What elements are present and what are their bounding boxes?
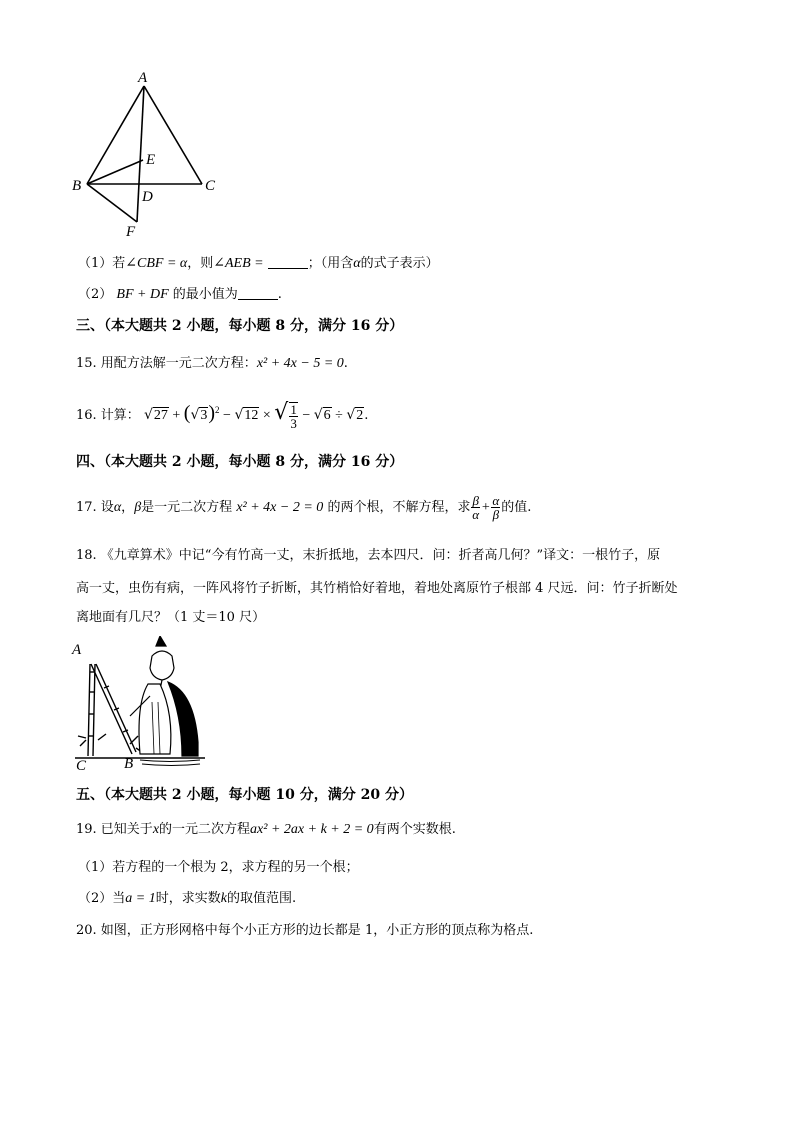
label-b: B bbox=[124, 756, 134, 772]
q15-end: . bbox=[343, 356, 348, 371]
q15-text: 15. 用配方法解一元二次方程： bbox=[76, 356, 257, 371]
q15 bbox=[76, 355, 348, 373]
q17-b: ， bbox=[121, 500, 135, 515]
q19-p2-k: k bbox=[220, 891, 227, 906]
q14-p1-math1: ∠CBF = α bbox=[125, 256, 188, 271]
q17-a: 17. 设 bbox=[76, 500, 114, 515]
q19-p2-eq: a = 1 bbox=[125, 891, 156, 906]
label-c: C bbox=[76, 758, 87, 774]
bamboo-illustration bbox=[70, 636, 210, 776]
q19 bbox=[76, 821, 456, 839]
label-a: A bbox=[138, 70, 148, 86]
answer-blank-2[interactable] bbox=[238, 287, 278, 300]
q14-p1-mid: ，则 bbox=[187, 256, 214, 271]
q19-part2 bbox=[78, 890, 296, 908]
triangle-figure bbox=[60, 62, 240, 242]
q18-line3: 离地面有几尺？（1 丈＝10 尺） bbox=[76, 610, 266, 625]
q14-p1-end: 的式子表示） bbox=[360, 256, 439, 271]
q18-line2: 高一丈，虫伤有病，一阵风将竹子折断，其竹梢恰好着地，着地处离原竹子根部 4 尺远．问：竹子折断处 bbox=[76, 581, 678, 596]
q17-e: 的值. bbox=[501, 500, 532, 515]
q14-p1-math2: ∠AEB = bbox=[213, 256, 264, 271]
q17 bbox=[76, 490, 531, 526]
q19-equation: ax² + 2ax + k + 2 = 0 bbox=[250, 822, 374, 837]
q15-equation: x² + 4x − 5 = 0 bbox=[256, 356, 344, 371]
q19-part1: （1）若方程的一个根为 2，求方程的另一个根； bbox=[78, 860, 359, 875]
label-d: D bbox=[142, 189, 153, 205]
q14-p1-prefix: （1）若 bbox=[78, 256, 126, 271]
q14-p1-alpha: α bbox=[353, 256, 361, 271]
q14-p2-end: . bbox=[277, 287, 282, 302]
q14-p2-math: BF + DF bbox=[116, 287, 169, 302]
q19-c: 有两个实数根. bbox=[373, 822, 456, 837]
q14-p2-prefix: （2） bbox=[78, 287, 113, 302]
label-b: B bbox=[72, 178, 82, 194]
q14-p1-tail: ；（用含 bbox=[307, 256, 354, 271]
q16 bbox=[76, 398, 368, 431]
q19-p2-a: （2）当 bbox=[78, 891, 126, 906]
q16-end: . bbox=[364, 408, 369, 423]
section-5-heading: 五、（本大题共 2 小题，每小题 10 分，满分 20 分） bbox=[76, 787, 413, 803]
q14-p2-mid: 的最小值为 bbox=[172, 287, 238, 302]
q17-d: 的两个根，不解方程，求 bbox=[327, 500, 471, 515]
q14-part1 bbox=[78, 255, 439, 273]
q19-p2-b: 时，求实数 bbox=[155, 891, 221, 906]
answer-blank-1[interactable] bbox=[268, 256, 308, 269]
label-a: A bbox=[72, 642, 82, 658]
q16-expression: $√27 + (√3)^2 - √12$ × √ $\frac{1}{3}$ − √6 ÷ √2 bbox=[143, 400, 364, 431]
q17-beta: β bbox=[134, 500, 142, 515]
label-c: C bbox=[205, 178, 216, 194]
q16-text: 16. 计算： bbox=[76, 408, 140, 423]
q17-c: 是一元二次方程 bbox=[141, 500, 233, 515]
q18-line1: 18. 《九章算术》中记“今有竹高一丈，末折抵地，去本四尺．问：折者高几何？”译文：一根竹子，原 bbox=[76, 548, 661, 563]
q14-part2 bbox=[78, 286, 282, 304]
q17-fraction-expr: $\frac{\beta}{\alpha}$ + $\frac{\alpha}{\beta}$ bbox=[472, 493, 500, 523]
label-e: E bbox=[146, 152, 156, 168]
label-f: F bbox=[126, 224, 136, 240]
q19-b: 的一元二次方程 bbox=[159, 822, 251, 837]
q19-a: 19. 已知关于 bbox=[76, 822, 153, 837]
q19-p2-c: 的取值范围. bbox=[226, 891, 297, 906]
section-4-heading: 四、（本大题共 2 小题，每小题 8 分，满分 16 分） bbox=[76, 454, 404, 470]
q20: 20. 如图，正方形网格中每个小正方形的边长都是 1，小正方形的顶点称为格点. bbox=[76, 923, 534, 938]
q19-x: x bbox=[152, 822, 160, 837]
section-3-heading: 三、（本大题共 2 小题，每小题 8 分，满分 16 分） bbox=[76, 318, 404, 334]
q17-equation: x² + 4x − 2 = 0 bbox=[236, 500, 324, 515]
q17-alpha: α bbox=[113, 500, 122, 515]
